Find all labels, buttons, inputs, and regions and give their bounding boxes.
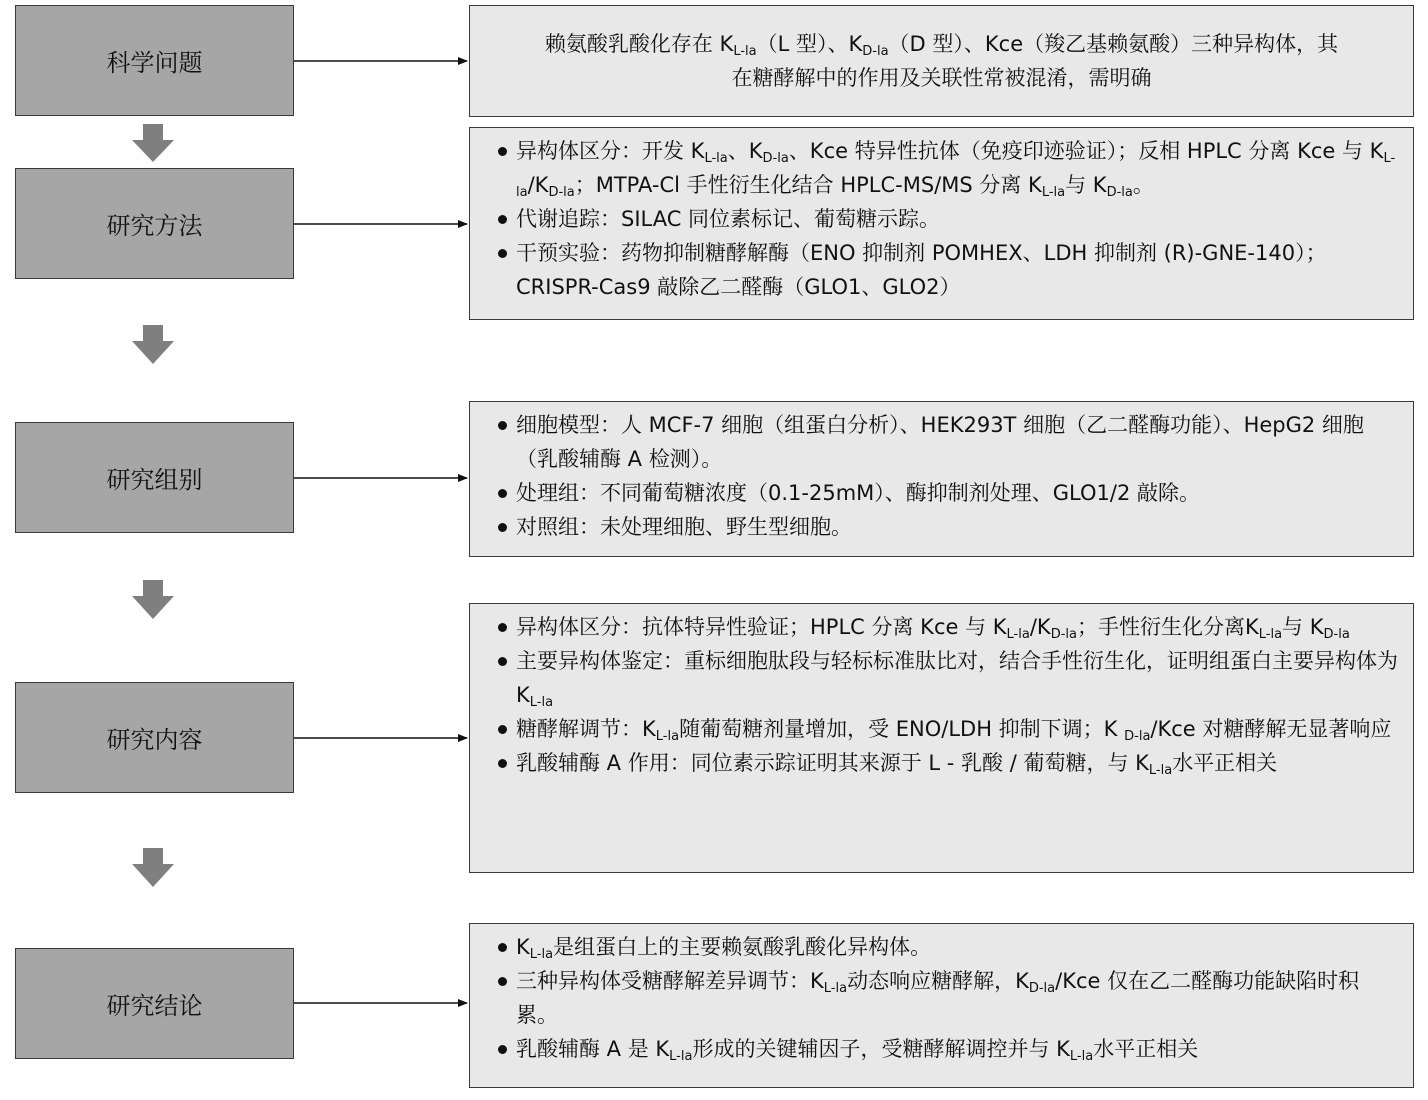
groups-box	[469, 401, 1414, 557]
conclusion-box	[469, 923, 1414, 1088]
list-item: 异构体区分：抗体特异性验证；HPLC 分离 Kce 与 $K_{L-la}/K_{D-la}$；手性衍生化分离$K_{L-la}$与 $K_{D-la}$	[490, 610, 1399, 644]
list-item: 异构体区分：开发 $K_{L-la}$、$K_{D-la}$、Kce 特异性抗体（免疫印迹验证）；反相 HPLC 分离 Kce 与 $K_{L-la}/K_{D-la}$；MTPA-Cl 手性衍生化结合 HPLC-MS/MS 分离 $K_{L-la}$与 $K_{D-la}$。	[490, 134, 1399, 202]
list-item: 乳酸辅酶 A 作用：同位素示踪证明其来源于 L - 乳酸 / 葡萄糖，与 $K_{L-la}$水平正相关	[490, 746, 1399, 780]
down-arrow-2	[132, 325, 174, 364]
down-arrow-1	[132, 124, 174, 162]
label-text: 研究方法	[106, 212, 203, 240]
list-item: 对照组：未处理细胞、野生型细胞。	[490, 510, 1399, 544]
label-text: 科学问题	[106, 49, 203, 77]
label-scientific-question	[15, 5, 294, 116]
methods-box	[469, 127, 1414, 320]
list-item: $K_{L-la}$是组蛋白上的主要赖氨酸乳酸化异构体。	[490, 930, 1399, 964]
list-item: 细胞模型：人 MCF-7 细胞（组蛋白分析）、HEK293T 细胞（乙二醛酶功能）、HepG2 细胞（乳酸辅酶 A 检测）。	[490, 408, 1399, 476]
question-text: 赖氨酸乳酸化存在 $K_{L-la}(L$ 型）、$K_{D-la}(D$ 型）、Kce（羧乙基赖氨酸）三种异构体，其 在糖酵解中的作用及关联性常被混淆，需明确	[544, 32, 1339, 90]
list-item: 糖酵解调节：$K_{L-la}$随葡萄糖剂量增加，受 ENO/LDH 抑制下调；K $_{D-la}$/Kce 对糖酵解无显著响应	[490, 712, 1399, 746]
question-box	[469, 5, 1414, 117]
down-arrow-3	[132, 580, 174, 619]
list-item: 代谢追踪：SILAC 同位素标记、葡萄糖示踪。	[490, 202, 1399, 236]
list-item: 干预实验：药物抑制糖酵解酶（ENO 抑制剂 POMHEX、LDH 抑制剂 (R)-GNE-140）；CRISPR-Cas9 敲除乙二醛酶（GLO1、GLO2）	[490, 236, 1399, 304]
list-item: 三种异构体受糖酵解差异调节：$K_{L-la}$动态响应糖酵解，$K_{D-la}$/Kce 仅在乙二醛酶功能缺陷时积累。	[490, 964, 1399, 1032]
list-item: 处理组：不同葡萄糖浓度（0.1-25mM）、酶抑制剂处理、GLO1/2 敲除。	[490, 476, 1399, 510]
content-box	[469, 603, 1414, 873]
label-research-content	[15, 682, 294, 793]
down-arrow-4	[132, 848, 174, 887]
label-text: 研究结论	[106, 992, 203, 1020]
label-text: 研究组别	[106, 466, 203, 494]
label-research-conclusion	[15, 948, 294, 1059]
label-text: 研究内容	[106, 726, 203, 754]
list-item: 主要异构体鉴定：重标细胞肽段与轻标标准肽比对，结合手性衍生化，证明组蛋白主要异构体为$K_{L-la}$	[490, 644, 1399, 712]
label-research-group	[15, 422, 294, 533]
list-item: 乳酸辅酶 A 是 $K_{L-la}$形成的关键辅因子，受糖酵解调控并与 $K_{L-la}$水平正相关	[490, 1032, 1399, 1066]
label-research-method	[15, 168, 294, 279]
